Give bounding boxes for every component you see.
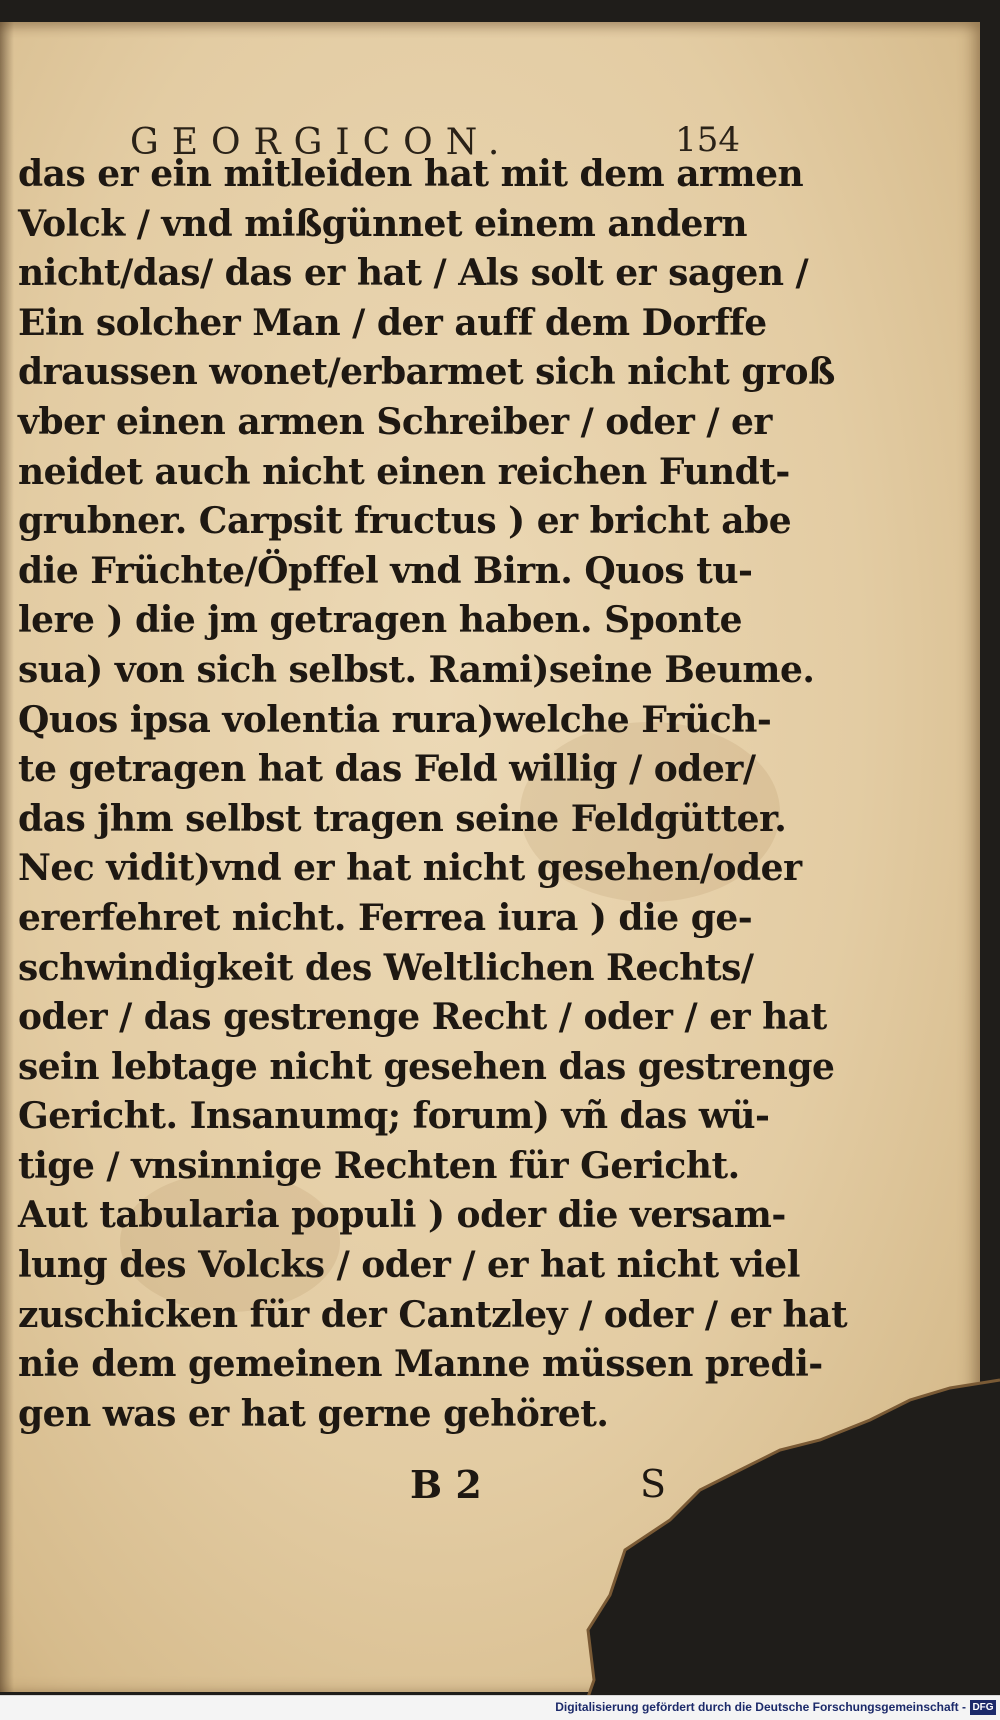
footer-bar (0, 1695, 1000, 1720)
text-line: lere ) die jm getragen haben. Sponte (18, 599, 742, 642)
text-line: sein lebtage nicht gesehen das gestrenge (18, 1045, 835, 1088)
text-line: gen was er hat gerne gehöret. (18, 1392, 609, 1435)
text-line: nie dem gemeinen Manne müssen predi- (18, 1343, 823, 1386)
text-line: Aut tabularia populi ) oder die versam- (18, 1194, 786, 1237)
text-line: die Früchte/Öpffel vnd Birn. Quos tu- (18, 549, 753, 592)
text-line: tige / vnsinnige Rechten für Gericht. (18, 1144, 740, 1187)
catchword: S (640, 1462, 667, 1506)
torn-corner (580, 1380, 1000, 1720)
text-line: sua) von sich selbst. Rami)seine Beume. (18, 648, 815, 691)
text-line: ererfehret nicht. Ferrea iura ) die ge- (18, 896, 753, 939)
text-line: oder / das gestrenge Recht / oder / er hat (18, 996, 827, 1039)
text-line: neidet auch nicht einen reichen Fundt- (18, 450, 790, 493)
dfg-logo: DFG (970, 1700, 996, 1715)
text-line: nicht/das/ das er hat / Als solt er sagen / (18, 252, 809, 295)
text-line: Gericht. Insanumq; forum) vñ das wü- (18, 1095, 770, 1138)
text-line: das er ein mitleiden hat mit dem armen (18, 153, 804, 195)
text-line: vber einen armen Schreiber / oder / er (18, 400, 772, 443)
running-title: GEORGICON. (130, 122, 513, 163)
text-line: te getragen hat das Feld willig / oder/ (18, 748, 756, 791)
spine-shadow (0, 22, 14, 1692)
text-line: das jhm selbst tragen seine Feldgütter. (18, 797, 787, 840)
text-line: Ein solcher Man / der auff dem Dorffe (18, 301, 767, 344)
text-line: draussen wonet/erbarmet sich nicht groß (18, 351, 835, 394)
footer-credit: Digitalisierung gefördert durch die Deutsche Forschungsgemeinschaft - (555, 1700, 966, 1714)
text-line: lung des Volcks / oder / er hat nicht viel (18, 1244, 800, 1287)
text-line: schwindigkeit des Weltlichen Rechts/ (18, 946, 754, 989)
text-line: Quos ipsa volentia rura)welche Früch- (18, 698, 772, 741)
signature-mark: B 2 (410, 1462, 482, 1507)
text-line: zuschicken für der Cantzley / oder / er hat (18, 1293, 848, 1336)
page-number: 154 (675, 120, 740, 160)
body-text (18, 150, 848, 1439)
text-line: Nec vidit)vnd er hat nicht gesehen/oder (18, 847, 802, 890)
text-line: grubner. Carpsit fructus ) er bricht abe (18, 500, 792, 543)
text-line: Volck / vnd mißgünnet einem andern (18, 202, 748, 245)
